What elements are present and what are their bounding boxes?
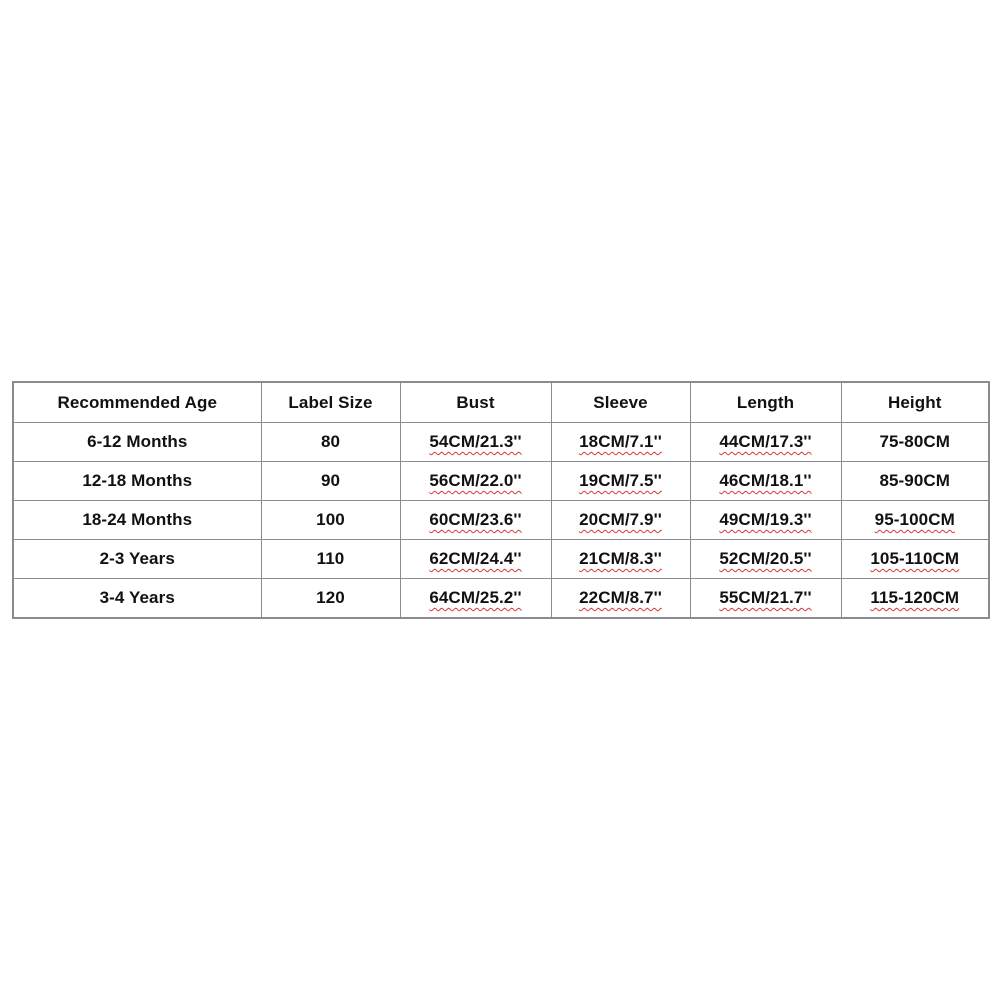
cell-length: 49CM/19.3'' (690, 501, 841, 540)
cell-age: 2-3 Years (13, 540, 261, 579)
cell-age: 18-24 Months (13, 501, 261, 540)
cell-bust: 60CM/23.6'' (400, 501, 551, 540)
cell-sleeve: 22CM/8.7'' (551, 579, 690, 619)
cell-bust: 64CM/25.2'' (400, 579, 551, 619)
header-label-size: Label Size (261, 382, 400, 423)
header-recommended-age: Recommended Age (13, 382, 261, 423)
table-row (13, 462, 989, 501)
cell-sleeve: 21CM/8.3'' (551, 540, 690, 579)
size-chart-table (12, 381, 990, 619)
table-row (13, 579, 989, 619)
cell-bust: 56CM/22.0'' (400, 462, 551, 501)
cell-sleeve: 19CM/7.5'' (551, 462, 690, 501)
cell-sleeve: 20CM/7.9'' (551, 501, 690, 540)
cell-label-size: 110 (261, 540, 400, 579)
cell-label-size: 100 (261, 501, 400, 540)
header-bust: Bust (400, 382, 551, 423)
cell-age: 3-4 Years (13, 579, 261, 619)
cell-sleeve: 18CM/7.1'' (551, 423, 690, 462)
cell-length: 52CM/20.5'' (690, 540, 841, 579)
cell-height: 75-80CM (841, 423, 989, 462)
cell-length: 55CM/21.7'' (690, 579, 841, 619)
cell-label-size: 120 (261, 579, 400, 619)
cell-length: 46CM/18.1'' (690, 462, 841, 501)
header-height: Height (841, 382, 989, 423)
table-row (13, 540, 989, 579)
cell-label-size: 90 (261, 462, 400, 501)
cell-bust: 54CM/21.3'' (400, 423, 551, 462)
cell-age: 6-12 Months (13, 423, 261, 462)
cell-bust: 62CM/24.4'' (400, 540, 551, 579)
header-sleeve: Sleeve (551, 382, 690, 423)
header-length: Length (690, 382, 841, 423)
cell-height: 115-120CM (841, 579, 989, 619)
cell-height: 95-100CM (841, 501, 989, 540)
cell-height: 105-110CM (841, 540, 989, 579)
cell-length: 44CM/17.3'' (690, 423, 841, 462)
cell-label-size: 80 (261, 423, 400, 462)
cell-height: 85-90CM (841, 462, 989, 501)
cell-age: 12-18 Months (13, 462, 261, 501)
table-row (13, 501, 989, 540)
table-header-row (13, 382, 989, 423)
table-row (13, 423, 989, 462)
